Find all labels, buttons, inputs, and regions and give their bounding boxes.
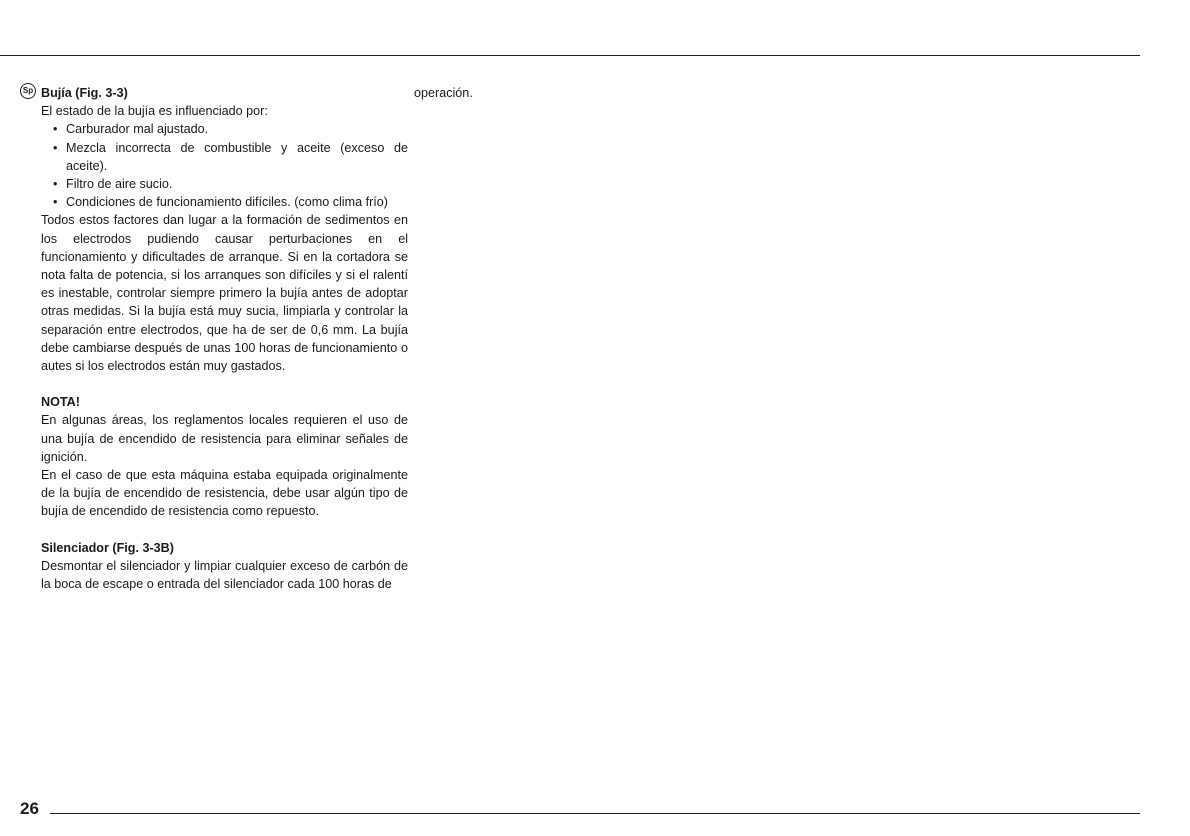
language-badge-icon: Sp (20, 83, 36, 99)
spark-plug-body: Todos estos factores dan lugar a la formación de sedimentos en los electrodos pudiendo causar perturbaciones en el funcionamiento y dificultades de arranque. Si en la cortadora se nota falta de potencia, si los arranques son difíciles y si el ralentí es inestable, controlar siempre primero la bujía antes de adoptar otras medidas. Si la bujía está muy sucia, limpiarla y controlar la separación entre electrodos, que ha de ser de 0,6 mm. La bujía debe cambiarse después de unas 100 horas de funcionamiento o autes si los electrodos están muy gastados. (41, 213, 408, 374)
list-item: • Carburador mal ajustado. (41, 120, 408, 138)
muffler-body: Desmontar el silenciador y limpiar cualquier exceso de carbón de la boca de escape o entrada del silenciador cada 100 horas de (41, 558, 408, 592)
spark-plug-section (41, 84, 408, 375)
spark-plug-heading: Bujía (Fig. 3-3) (41, 86, 128, 100)
list-item: • Condiciones de funcionamiento difíciles. (como clima frío) (41, 193, 408, 211)
note-heading: NOTA! (41, 395, 80, 410)
muffler-body-continuation: operación. (414, 86, 473, 100)
note-section (41, 393, 408, 520)
bottom-rule (50, 813, 1140, 814)
muffler-heading: Silenciador (Fig. 3-3B) (41, 540, 174, 555)
note-body-paragraph-1: En algunas áreas, los reglamentos locales requieren el uso de una bujía de encendido de resistencia para eliminar señales de ignición. (41, 413, 408, 464)
note-body-paragraph-2: En el caso de que esta máquina estaba equipada originalmente de la bujía de encendido de resistencia, debe usar algún tipo de bujía de encendido de resistencia como repuesto. (41, 468, 408, 519)
top-rule (0, 55, 1140, 56)
right-column (414, 84, 781, 102)
muffler-section (41, 539, 408, 594)
page-number: 26 (20, 799, 39, 818)
spark-plug-factors-list (41, 120, 408, 211)
left-column (41, 84, 408, 593)
list-item: • Filtro de aire sucio. (41, 175, 408, 193)
list-item: • Mezcla incorrecta de combustible y aceite (exceso de aceite). (41, 139, 408, 175)
spark-plug-intro: El estado de la bujía es influenciado por: (41, 104, 268, 119)
